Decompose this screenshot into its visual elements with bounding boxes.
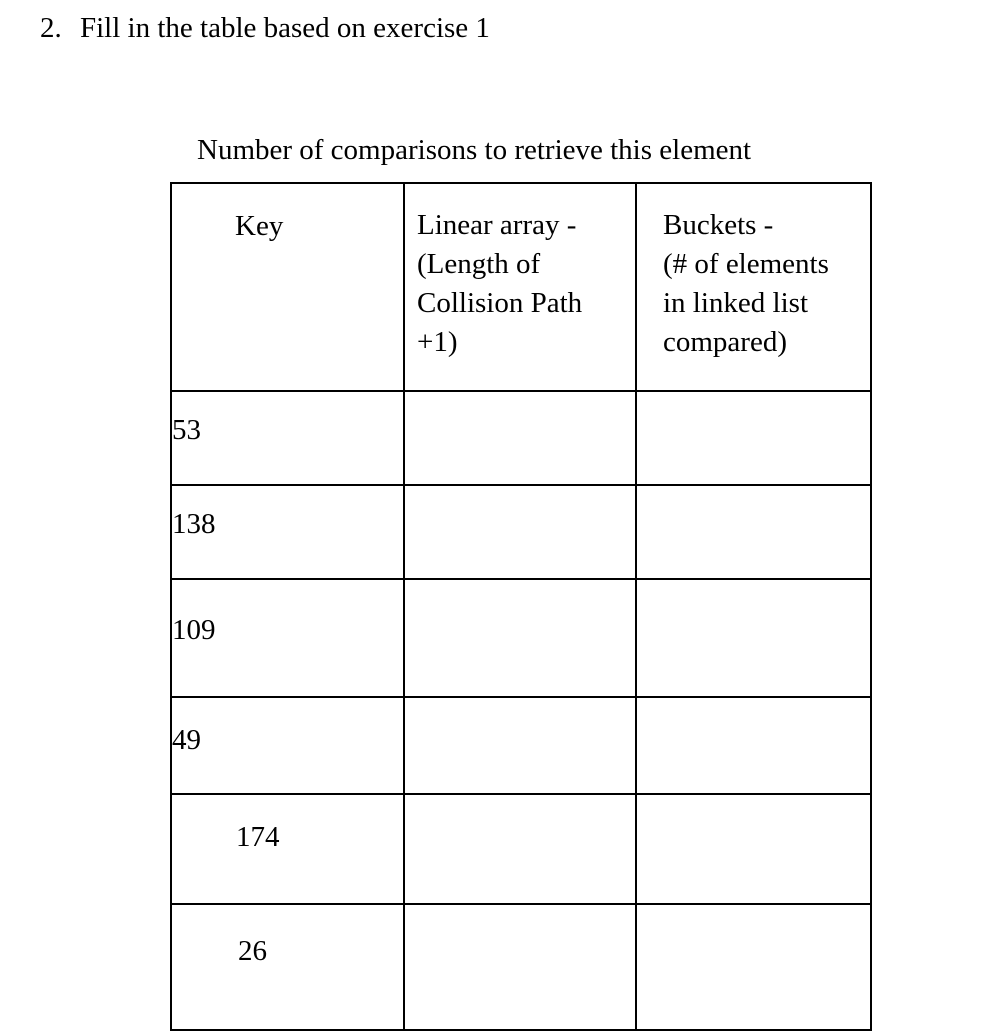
header-linear-line: Collision Path [417, 287, 583, 319]
linear-array-cell[interactable] [404, 485, 636, 579]
table-row [171, 697, 871, 794]
table-row [171, 391, 871, 485]
header-linear-array [404, 183, 636, 391]
key-cell: 109 [171, 579, 404, 697]
header-buckets-line: in linked list [663, 287, 808, 319]
table-row [171, 904, 871, 1030]
header-key: Key [171, 183, 404, 391]
comparisons-table [170, 182, 872, 1031]
table-caption: Number of comparisons to retrieve this element [197, 134, 752, 166]
buckets-cell[interactable] [636, 485, 871, 579]
buckets-cell[interactable] [636, 579, 871, 697]
question-heading [40, 10, 490, 46]
linear-array-cell[interactable] [404, 697, 636, 794]
header-buckets-line: Buckets - [663, 209, 774, 241]
table-row [171, 485, 871, 579]
table-row [171, 579, 871, 697]
header-linear-line: Linear array - [417, 209, 577, 241]
question-number: 2. [40, 12, 62, 44]
key-cell: 49 [171, 697, 404, 794]
header-buckets-line: (# of elements [663, 248, 829, 280]
linear-array-cell[interactable] [404, 794, 636, 904]
buckets-cell[interactable] [636, 391, 871, 485]
header-buckets [636, 183, 871, 391]
header-linear-line: +1) [417, 326, 458, 358]
buckets-cell[interactable] [636, 794, 871, 904]
header-buckets-line: compared) [663, 326, 787, 358]
linear-array-cell[interactable] [404, 904, 636, 1030]
table-header-row [171, 183, 871, 391]
buckets-cell[interactable] [636, 697, 871, 794]
key-cell: 174 [171, 794, 404, 904]
key-cell: 138 [171, 485, 404, 579]
buckets-cell[interactable] [636, 904, 871, 1030]
key-cell: 26 [171, 904, 404, 1030]
linear-array-cell[interactable] [404, 391, 636, 485]
table-row [171, 794, 871, 904]
question-text: Fill in the table based on exercise 1 [80, 12, 490, 44]
key-cell: 53 [171, 391, 404, 485]
linear-array-cell[interactable] [404, 579, 636, 697]
header-linear-line: (Length of [417, 248, 541, 280]
